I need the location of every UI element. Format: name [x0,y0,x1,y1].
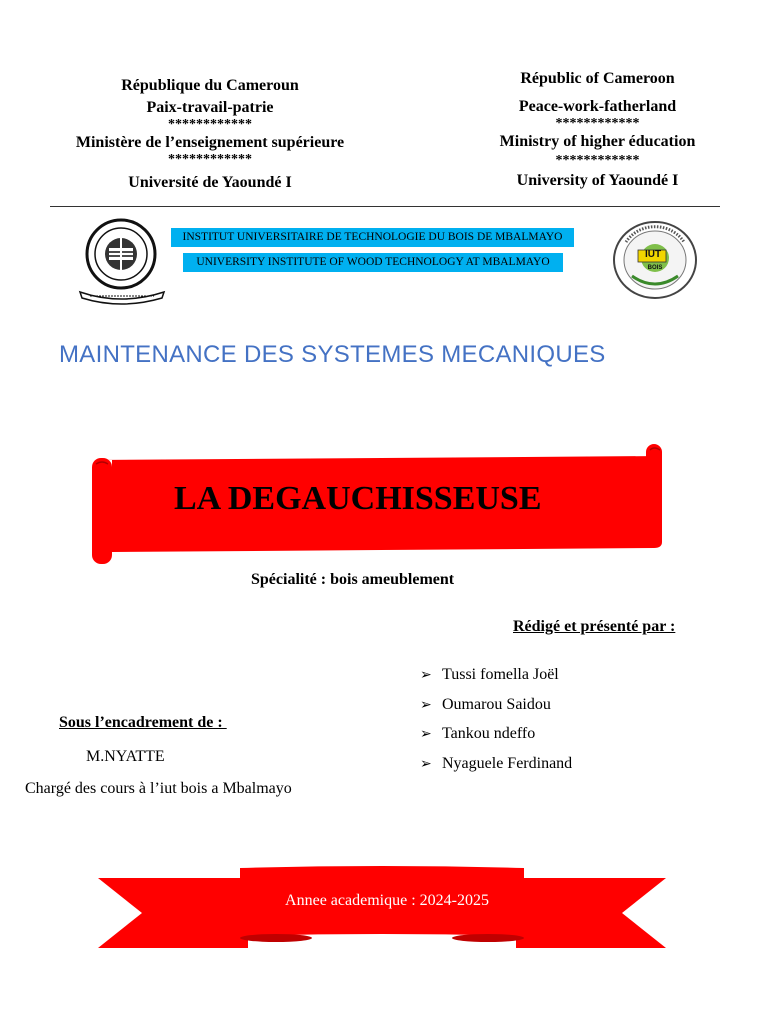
academic-year-ribbon [98,864,666,950]
header-right [430,71,765,191]
iut-bois-logo [612,220,698,300]
motto-fr: Paix-travail-patrie [146,99,274,116]
arrow-bullet-icon: ➢ [420,726,432,742]
arrow-bullet-icon: ➢ [420,756,432,772]
author-name: Nyaguele Ferdinand [442,755,573,772]
header-left [30,78,390,198]
arrow-bullet-icon: ➢ [420,667,432,683]
supervisor-role: Chargé des cours à l’iut bois a Mbalmayo [25,780,292,797]
list-item [420,725,535,743]
institute-name-en: UNIVERSITY INSTITUTE OF WOOD TECHNOLOGY AT MBALMAYO [183,253,563,272]
author-name: Oumarou Saidou [442,696,551,713]
university-en: University of Yaoundé I [516,172,679,189]
separator-stars: ************ [168,152,252,167]
title-scroll-banner [88,438,668,570]
list-item [420,696,551,714]
iut-logo-subtext: BOIS [647,265,663,271]
list-item [420,755,572,773]
document-title: LA DEGAUCHISSEUSE [174,480,542,517]
motto-en: Peace-work-fatherland [518,98,677,115]
authors-heading: Rédigé et présenté par : [513,618,676,635]
author-name: Tussi fomella Joël [442,666,559,683]
supervisor-heading: Sous l’encadrement de : [59,714,227,731]
country-name-fr: République du Cameroun [121,77,299,94]
header-divider [50,206,720,207]
institute-name-fr: INSTITUT UNIVERSITAIRE DE TECHNOLOGIE DU BOIS DE MBALMAYO [171,228,574,247]
separator-stars: ************ [555,153,640,168]
university-seal-logo [76,214,168,306]
list-item [420,666,559,684]
separator-stars: ************ [168,117,252,132]
arrow-bullet-icon: ➢ [420,697,432,713]
specialite-label: Spécialité : bois ameublement [251,571,455,588]
ministry-fr: Ministère de l’enseignement supérieure [75,134,345,151]
academic-year: Annee academique : 2024-2025 [285,892,489,909]
separator-stars: ************ [555,116,640,131]
department-title: MAINTENANCE DES SYSTEMES MECANIQUES [59,341,606,368]
author-name: Tankou ndeffo [442,725,536,742]
supervisor-name: M.NYATTE [86,748,165,765]
iut-logo-text: IUT [644,249,662,260]
ministry-en: Ministry of higher éducation [499,133,696,150]
university-fr: Université de Yaoundé I [128,174,292,191]
country-name-en: Républic of Cameroon [520,70,675,87]
